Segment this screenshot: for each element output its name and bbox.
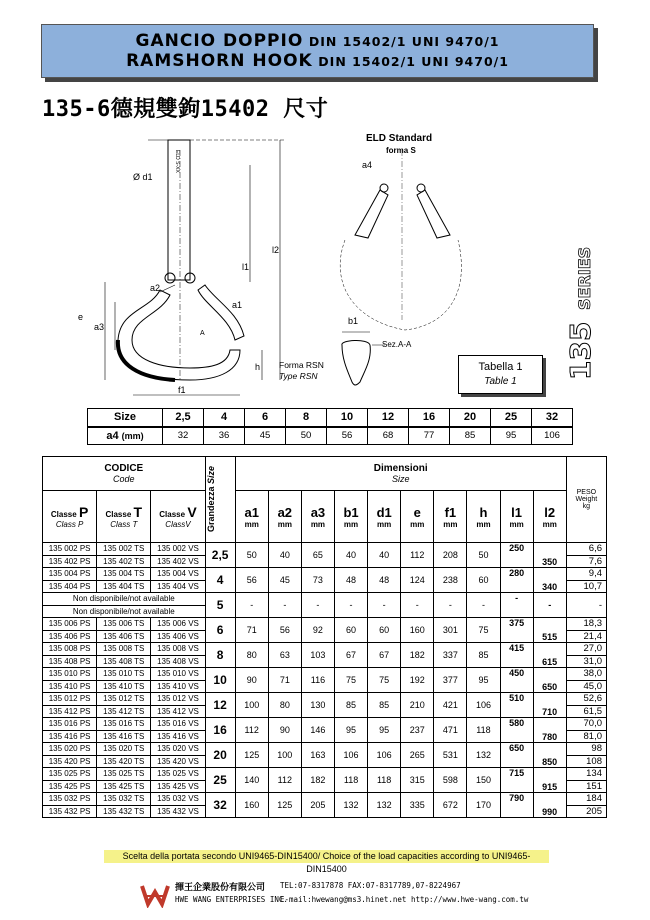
code-cell: 135 010 VS [151, 668, 205, 681]
code-cell: 135 406 TS [97, 630, 151, 643]
weight-cell: 21,4 [566, 630, 606, 643]
code-cell: 135 420 VS [151, 755, 205, 768]
dim-cell: 132 [334, 793, 367, 818]
tabella-label: Tabella 1 [478, 361, 523, 373]
code-cell: 135 408 PS [43, 655, 97, 668]
dim-cell: 56 [235, 568, 268, 593]
dim-cell: 100 [235, 693, 268, 718]
dim-cell: 335 [401, 793, 434, 818]
l1-cell: 580 [500, 718, 533, 743]
dim-cell: 132 [368, 793, 401, 818]
label-a-mark: A [200, 330, 205, 337]
eld-forma: forma S [386, 146, 416, 155]
weight-cell: 7,6 [566, 555, 606, 568]
dim-cell: 112 [235, 718, 268, 743]
header-standard-en: DIN 15402/1 UNI 9470/1 [318, 54, 509, 69]
code-cell: 135 008 TS [97, 643, 151, 656]
eld-pin-left [380, 184, 388, 192]
class-t-header: Classe T Class T [97, 491, 151, 543]
table-row [43, 718, 607, 731]
l2-cell: - [533, 593, 566, 618]
dim-cell: 116 [301, 668, 334, 693]
dim-cell: 106 [334, 743, 367, 768]
table-row [43, 618, 607, 631]
dim-cell: 56 [268, 618, 301, 643]
code-cell: 135 002 VS [151, 543, 205, 556]
label-a2: a2 [150, 283, 161, 293]
dim-cell: 95 [334, 718, 367, 743]
dim-cell: 124 [401, 568, 434, 593]
dim-cell: 160 [235, 793, 268, 818]
size-cell: 4 [204, 409, 245, 427]
size-cell: 16 [205, 718, 235, 743]
size-cell: 25 [205, 768, 235, 793]
dim-cell: 67 [334, 643, 367, 668]
label-l2: l2 [272, 245, 280, 255]
dim-cell: - [268, 593, 301, 618]
dim-header: f1 mm [434, 491, 467, 543]
code-cell: 135 008 VS [151, 643, 205, 656]
dim-cell: 40 [368, 543, 401, 568]
code-cell: 135 020 TS [97, 743, 151, 756]
dim-cell: - [301, 593, 334, 618]
dim-cell: 598 [434, 768, 467, 793]
l1-cell: 415 [500, 643, 533, 668]
code-cell: 135 020 VS [151, 743, 205, 756]
l1-cell: 715 [500, 768, 533, 793]
eld-title: ELD Standard [366, 133, 433, 144]
weight-cell: 52,6 [566, 693, 606, 706]
dim-header: a3 mm [301, 491, 334, 543]
dim-cell: 112 [401, 543, 434, 568]
size-cell: 10 [205, 668, 235, 693]
a4-cell: 68 [368, 427, 409, 445]
weight-cell: 6,6 [566, 543, 606, 556]
size-a4-table [87, 408, 573, 445]
code-cell: 135 412 PS [43, 705, 97, 718]
l1-cell: 375 [500, 618, 533, 643]
l2-cell: 615 [533, 643, 566, 668]
l2-cell: 850 [533, 743, 566, 768]
dim-cell: - [434, 593, 467, 618]
codice-header: CODICE Code [43, 457, 206, 491]
table-row [43, 793, 607, 806]
dim-cell: 125 [235, 743, 268, 768]
dim-cell: 67 [368, 643, 401, 668]
dim-cell: 150 [467, 768, 500, 793]
header-standard-it: DIN 15402/1 UNI 9470/1 [308, 34, 500, 49]
dim-cell: 160 [401, 618, 434, 643]
l1-cell: 650 [500, 743, 533, 768]
weight-cell: 98 [566, 743, 606, 756]
size-cell: 25 [491, 409, 532, 427]
label-a4: a4 [362, 160, 373, 170]
size-cell: 2,5 [163, 409, 204, 427]
company-name-cn: 揮王企業股份有限公司 [175, 883, 266, 893]
dim-cell: 85 [368, 693, 401, 718]
dim-cell: 106 [467, 693, 500, 718]
weight-cell: 108 [566, 755, 606, 768]
dim-cell: - [401, 593, 434, 618]
size-cell: 20 [205, 743, 235, 768]
size-cell: 20 [450, 409, 491, 427]
a4-cell: 77 [409, 427, 450, 445]
l1-cell: - [500, 593, 533, 618]
code-cell: 135 416 PS [43, 730, 97, 743]
table-1-badge [458, 355, 543, 394]
dim-cell: - [235, 593, 268, 618]
code-cell: 135 008 PS [43, 643, 97, 656]
size-cell: 32 [205, 793, 235, 818]
company-contact: E-mail:hwewang@ms3.hinet.net http://www.hwe-wang.com.tw [280, 895, 529, 904]
label-sez-aa: Sez.A-A [382, 340, 412, 349]
label-a1: a1 [232, 300, 243, 310]
dim-cell: 60 [334, 618, 367, 643]
a4-cell: 95 [491, 427, 532, 445]
weight-cell: 184 [566, 793, 606, 806]
code-cell: 135 404 TS [97, 580, 151, 593]
a4-header: a4 (mm) [88, 427, 163, 445]
size-cell: 16 [409, 409, 450, 427]
l1-cell: 450 [500, 668, 533, 693]
dim-header: b1 mm [334, 491, 367, 543]
code-cell: 135 025 VS [151, 768, 205, 781]
size-header: Size [88, 409, 163, 427]
dim-cell: 112 [268, 768, 301, 793]
dim-cell: 170 [467, 793, 500, 818]
label-h: h [255, 362, 261, 372]
dim-cell: 45 [268, 568, 301, 593]
dim-cell: 40 [334, 543, 367, 568]
l1-cell: 510 [500, 693, 533, 718]
code-cell: 135 402 TS [97, 555, 151, 568]
label-e: e [78, 312, 84, 322]
code-cell: 135 020 PS [43, 743, 97, 756]
code-cell: 135 404 PS [43, 580, 97, 593]
dim-cell: 48 [334, 568, 367, 593]
l2-cell: 350 [533, 543, 566, 568]
code-cell: 135 416 VS [151, 730, 205, 743]
dim-cell: 315 [401, 768, 434, 793]
company-logo-icon [140, 882, 170, 908]
dim-header: l1 mm [500, 491, 533, 543]
dim-cell: 118 [334, 768, 367, 793]
size-cell: 8 [286, 409, 327, 427]
dim-cell: 132 [467, 743, 500, 768]
dim-cell: 63 [268, 643, 301, 668]
code-cell: 135 006 TS [97, 618, 151, 631]
size-cell: 5 [205, 593, 235, 618]
peso-header: PESO Weight kg [566, 457, 606, 543]
code-cell: 135 410 PS [43, 680, 97, 693]
code-cell: 135 002 PS [43, 543, 97, 556]
l2-cell: 515 [533, 618, 566, 643]
code-cell: 135 032 VS [151, 793, 205, 806]
dim-cell: 471 [434, 718, 467, 743]
weight-cell: 9,4 [566, 568, 606, 581]
size-cell: 8 [205, 643, 235, 668]
code-cell: 135 420 TS [97, 755, 151, 768]
header-title-it: GANCIO DOPPIO [135, 31, 304, 51]
eld-left-plate [355, 190, 388, 238]
dim-cell: 95 [368, 718, 401, 743]
a4-cell: 32 [163, 427, 204, 445]
table-row [43, 743, 607, 756]
series-text: 135 SERIES [564, 246, 597, 380]
dim-cell: 125 [268, 793, 301, 818]
label-d1: Ø d1 [133, 172, 153, 182]
a4-cell: 45 [245, 427, 286, 445]
dim-cell: 118 [368, 768, 401, 793]
dim-cell: 92 [301, 618, 334, 643]
code-cell: 135 006 VS [151, 618, 205, 631]
dim-cell: 71 [268, 668, 301, 693]
dim-cell: 60 [467, 568, 500, 593]
dim-cell: 208 [434, 543, 467, 568]
code-cell: 135 025 PS [43, 768, 97, 781]
weight-cell: 38,0 [566, 668, 606, 681]
label-f1: f1 [178, 385, 186, 395]
dim-cell: 337 [434, 643, 467, 668]
dim-header: d1 mm [368, 491, 401, 543]
dim-cell: 140 [235, 768, 268, 793]
dim-cell: 210 [401, 693, 434, 718]
dim-cell: 301 [434, 618, 467, 643]
dim-cell: 85 [334, 693, 367, 718]
code-cell: 135 006 PS [43, 618, 97, 631]
not-available-cell: Non disponibile/not available [43, 593, 206, 606]
dim-cell: 237 [401, 718, 434, 743]
code-cell: 135 406 VS [151, 630, 205, 643]
dim-cell: 80 [235, 643, 268, 668]
code-cell: 135 408 VS [151, 655, 205, 668]
dim-cell: 75 [334, 668, 367, 693]
size-cell: 32 [532, 409, 573, 427]
code-cell: 135 025 TS [97, 768, 151, 781]
weight-cell: 27,0 [566, 643, 606, 656]
dim-cell: 205 [301, 793, 334, 818]
dim-cell: 106 [368, 743, 401, 768]
dim-cell: 192 [401, 668, 434, 693]
weight-cell: 151 [566, 780, 606, 793]
shank-mark: ELD S-XX [174, 150, 180, 173]
code-cell: 135 406 PS [43, 630, 97, 643]
dim-cell: 182 [401, 643, 434, 668]
code-cell: 135 425 PS [43, 780, 97, 793]
a4-cell: 56 [327, 427, 368, 445]
size-cell: 12 [205, 693, 235, 718]
dim-cell: 531 [434, 743, 467, 768]
dimensioni-header: Dimensioni Size [235, 457, 566, 491]
code-cell: 135 010 PS [43, 668, 97, 681]
table-row [43, 768, 607, 781]
code-cell: 135 432 TS [97, 805, 151, 818]
code-cell: 135 410 TS [97, 680, 151, 693]
dim-cell: - [334, 593, 367, 618]
weight-cell: 81,0 [566, 730, 606, 743]
code-cell: 135 016 PS [43, 718, 97, 731]
page-title: 135-6德規雙鉤15402 尺寸 [42, 97, 329, 122]
label-forma-rsn: Forma RSN [279, 360, 324, 370]
dim-cell: 48 [368, 568, 401, 593]
a4-cell: 50 [286, 427, 327, 445]
a4-cell: 85 [450, 427, 491, 445]
class-v-header: Classe V ClassV [151, 491, 205, 543]
dim-cell: 130 [301, 693, 334, 718]
l1-cell: 280 [500, 568, 533, 593]
code-cell: 135 420 PS [43, 755, 97, 768]
code-cell: 135 425 TS [97, 780, 151, 793]
dim-cell: 90 [268, 718, 301, 743]
l1-cell: 250 [500, 543, 533, 568]
code-cell: 135 016 TS [97, 718, 151, 731]
grandezza-header: Grandezza Size [205, 457, 235, 543]
table-row [43, 643, 607, 656]
weight-cell: 205 [566, 805, 606, 818]
dim-header: a2 mm [268, 491, 301, 543]
hook-drawing [0, 0, 650, 405]
label-l1: l1 [242, 262, 250, 272]
code-cell: 135 402 PS [43, 555, 97, 568]
company-footer [140, 878, 560, 916]
size-cell: 10 [327, 409, 368, 427]
dim-cell: 50 [235, 543, 268, 568]
code-cell: 135 404 VS [151, 580, 205, 593]
l2-cell: 650 [533, 668, 566, 693]
weight-cell: 18,3 [566, 618, 606, 631]
weight-cell: 134 [566, 768, 606, 781]
eld-pin-right [417, 184, 425, 192]
load-capacity-note: Scelta della portata secondo UNI9465-DIN15400/ Choice of the load capacities according to UNI9465- DIN15400 [104, 850, 549, 863]
dim-cell: 65 [301, 543, 334, 568]
code-cell: 135 010 TS [97, 668, 151, 681]
class-p-header: Classe P Class P [43, 491, 97, 543]
eld-outline [340, 240, 461, 330]
dim-cell: 75 [368, 668, 401, 693]
dim-cell: 80 [268, 693, 301, 718]
dim-cell: 103 [301, 643, 334, 668]
code-cell: 135 012 VS [151, 693, 205, 706]
weight-cell: 61,5 [566, 705, 606, 718]
company-name-en: HWE WANG ENTERPRISES INC. [175, 895, 288, 904]
code-cell: 135 412 TS [97, 705, 151, 718]
l2-cell: 780 [533, 718, 566, 743]
dim-header: h mm [467, 491, 500, 543]
l2-cell: 915 [533, 768, 566, 793]
section-aa [342, 340, 370, 385]
code-cell: 135 004 PS [43, 568, 97, 581]
l2-cell: 340 [533, 568, 566, 593]
a4-cell: 106 [532, 427, 573, 445]
dim-cell: 672 [434, 793, 467, 818]
dim-cell: 182 [301, 768, 334, 793]
dim-cell: 163 [301, 743, 334, 768]
dim-header: l2 mm [533, 491, 566, 543]
code-cell: 135 402 VS [151, 555, 205, 568]
size-cell: 2,5 [205, 543, 235, 568]
eld-right-plate [417, 190, 450, 238]
dim-cell: 60 [368, 618, 401, 643]
code-cell: 135 425 VS [151, 780, 205, 793]
code-cell: 135 002 TS [97, 543, 151, 556]
code-cell: 135 004 VS [151, 568, 205, 581]
size-cell: 6 [205, 618, 235, 643]
size-cell: 12 [368, 409, 409, 427]
dim-cell: 90 [235, 668, 268, 693]
dim-cell: 146 [301, 718, 334, 743]
dim-header: a1 mm [235, 491, 268, 543]
table-row [43, 668, 607, 681]
dim-cell: 377 [434, 668, 467, 693]
label-b1: b1 [348, 316, 359, 326]
code-cell: 135 012 TS [97, 693, 151, 706]
size-cell: 4 [205, 568, 235, 593]
weight-cell: 31,0 [566, 655, 606, 668]
dim-cell: 118 [467, 718, 500, 743]
dim-cell: 238 [434, 568, 467, 593]
table-row [43, 693, 607, 706]
weight-cell: 10,7 [566, 580, 606, 593]
dim-cell: 50 [467, 543, 500, 568]
company-phone: TEL:07-8317878 FAX:07-8317789,07-8224967 [280, 881, 461, 890]
dim-cell: 73 [301, 568, 334, 593]
l2-cell: 710 [533, 693, 566, 718]
not-available-cell: Non disponibile/not available [43, 605, 206, 618]
code-cell: 135 032 TS [97, 793, 151, 806]
l2-cell: 990 [533, 793, 566, 818]
table-label: Table 1 [484, 376, 517, 387]
dim-cell: 95 [467, 668, 500, 693]
code-cell: 135 012 PS [43, 693, 97, 706]
dim-cell: - [368, 593, 401, 618]
code-cell: 135 016 VS [151, 718, 205, 731]
label-a3: a3 [94, 322, 105, 332]
l1-cell: 790 [500, 793, 533, 818]
dim-cell: 40 [268, 543, 301, 568]
header-title-en: RAMSHORN HOOK [126, 51, 313, 71]
code-cell: 135 432 PS [43, 805, 97, 818]
weight-cell: 70,0 [566, 718, 606, 731]
a4-cell: 36 [204, 427, 245, 445]
code-cell: 135 432 VS [151, 805, 205, 818]
weight-cell: - [566, 593, 606, 618]
size-cell: 6 [245, 409, 286, 427]
weight-cell: 45,0 [566, 680, 606, 693]
dim-cell: 75 [467, 618, 500, 643]
dim-cell: 421 [434, 693, 467, 718]
dim-header: e mm [401, 491, 434, 543]
code-cell: 135 412 VS [151, 705, 205, 718]
dim-cell: 100 [268, 743, 301, 768]
code-cell: 135 410 VS [151, 680, 205, 693]
table-row [43, 543, 607, 556]
dimensions-table [42, 456, 607, 818]
dim-cell: 265 [401, 743, 434, 768]
code-cell: 135 416 TS [97, 730, 151, 743]
dim-cell: - [467, 593, 500, 618]
dim-cell: 71 [235, 618, 268, 643]
table-row [43, 593, 607, 606]
dim-cell: 85 [467, 643, 500, 668]
table-row [43, 568, 607, 581]
code-cell: 135 004 TS [97, 568, 151, 581]
code-cell: 135 408 TS [97, 655, 151, 668]
label-type-rsn: Type RSN [279, 371, 318, 381]
code-cell: 135 032 PS [43, 793, 97, 806]
